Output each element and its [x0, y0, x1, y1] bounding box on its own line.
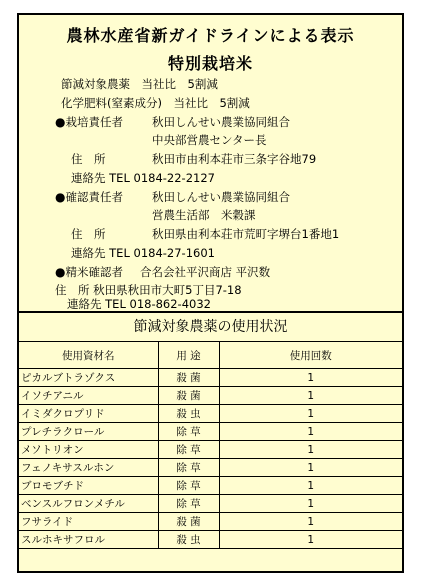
cell-name: ピカルブトラゾクス — [19, 369, 158, 387]
usage-title: 節減対象農薬の使用状況 — [19, 313, 402, 342]
polishing-contact: 連絡先 TEL 018-862-4032 — [67, 297, 211, 311]
table-row — [19, 441, 402, 459]
confirmation-dept: 営農生活部 米穀課 — [152, 208, 256, 222]
polishing-confirmer-row — [55, 265, 123, 279]
cell-count: 1 — [219, 369, 402, 387]
polishing-company: 合名会社平沢商店 平沢数 — [140, 265, 271, 279]
confirmation-manager-row — [55, 190, 123, 204]
cell-name: スルホキサフロル — [19, 531, 158, 549]
cell-name: プレチラクロール — [19, 423, 158, 441]
table-row — [19, 459, 402, 477]
cultivation-dept: 中央部営農センター長 — [152, 133, 267, 147]
confirmation-address: 秋田県由利本荘市荒町字堺台1番地1 — [152, 227, 340, 241]
table-row — [19, 513, 402, 531]
cell-use: 除 草 — [158, 441, 219, 459]
page-title: 農林水産省新ガイドラインによる表示 — [66, 26, 355, 45]
fertilizer-reduction-line: 化学肥料(窒素成分) 当社比 5割減 — [61, 96, 250, 110]
pesticide-table — [19, 342, 402, 549]
cell-use: 殺 虫 — [158, 531, 219, 549]
cell-name: フサライド — [19, 513, 158, 531]
cell-count: 1 — [219, 441, 402, 459]
cell-count: 1 — [219, 387, 402, 405]
pesticide-usage-section — [19, 313, 402, 571]
cell-count: 1 — [219, 423, 402, 441]
cell-use: 除 草 — [158, 477, 219, 495]
table-row — [19, 423, 402, 441]
cell-use: 殺 菌 — [158, 387, 219, 405]
cultivation-address-label: 住 所 — [71, 152, 106, 166]
cell-use: 除 草 — [158, 459, 219, 477]
cell-name: ブロモブチド — [19, 477, 158, 495]
table-row — [19, 477, 402, 495]
cell-count: 1 — [219, 531, 402, 549]
confirmation-contact: 連絡先 TEL 0184-27-1601 — [71, 246, 215, 260]
cell-name: イミダクロプリド — [19, 405, 158, 423]
header-name: 使用資材名 — [19, 342, 158, 369]
cell-name: イソチアニル — [19, 387, 158, 405]
bullet-icon: ● — [55, 265, 66, 279]
table-row — [19, 495, 402, 513]
cell-use: 除 草 — [158, 423, 219, 441]
cell-count: 1 — [219, 477, 402, 495]
cultivation-contact: 連絡先 TEL 0184-22-2127 — [71, 171, 215, 185]
cell-name: フェノキサスルホン — [19, 459, 158, 477]
cultivation-address: 秋田市由利本荘市三条字谷地79 — [152, 152, 317, 166]
cell-use: 殺 菌 — [158, 513, 219, 531]
table-row — [19, 405, 402, 423]
cell-count: 1 — [219, 459, 402, 477]
table-row — [19, 531, 402, 549]
cell-use: 殺 虫 — [158, 405, 219, 423]
cell-name: ベンスルフロンメチル — [19, 495, 158, 513]
bullet-icon: ● — [55, 115, 66, 129]
polishing-address: 住 所 秋田県秋田市大町5丁目7-18 — [55, 283, 242, 297]
confirmation-address-label: 住 所 — [71, 227, 106, 241]
table-row — [19, 387, 402, 405]
confirmation-manager-label: 確認責任者 — [65, 190, 123, 204]
cultivation-manager-row — [55, 115, 123, 129]
header-use: 用 途 — [158, 342, 219, 369]
polishing-confirmer-label: 精米確認者 — [65, 265, 123, 279]
page-subtitle: 特別栽培米 — [167, 54, 253, 73]
pesticide-reduction-line: 節減対象農薬 当社比 5割減 — [61, 77, 218, 91]
header-count: 使用回数 — [219, 342, 402, 369]
label-sheet — [17, 13, 404, 573]
header-section — [19, 15, 402, 313]
confirmation-org: 秋田しんせい農業協同組合 — [152, 190, 290, 204]
cell-name: メソトリオン — [19, 441, 158, 459]
cultivation-manager-label: 栽培責任者 — [65, 115, 123, 129]
table-row — [19, 369, 402, 387]
cell-count: 1 — [219, 495, 402, 513]
table-header-row — [19, 342, 402, 369]
bullet-icon: ● — [55, 190, 66, 204]
cell-use: 除 草 — [158, 495, 219, 513]
cell-count: 1 — [219, 513, 402, 531]
cell-count: 1 — [219, 405, 402, 423]
cultivation-org: 秋田しんせい農業協同組合 — [152, 115, 290, 129]
cell-use: 殺 菌 — [158, 369, 219, 387]
